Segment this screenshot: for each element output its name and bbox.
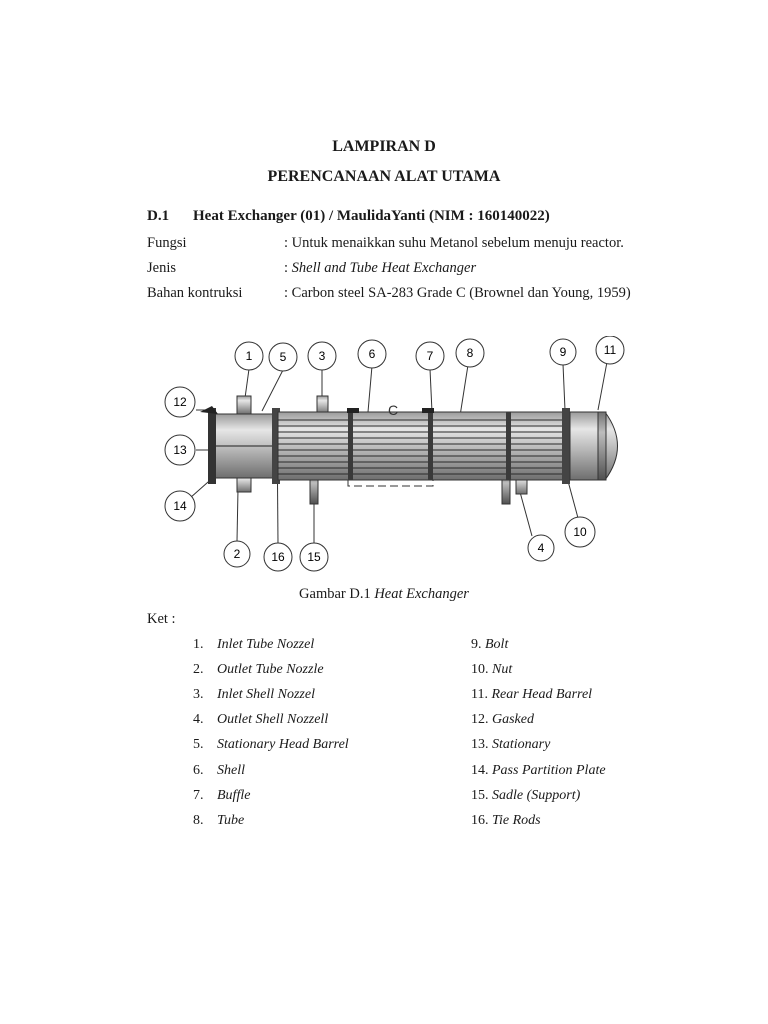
legend-item: 11. Rear Head Barrel xyxy=(471,687,593,702)
spec-value: : Untuk menaikkan suhu Metanol sebelum menuju reactor. xyxy=(284,235,624,251)
legend-item: 7. Buffle xyxy=(193,788,251,803)
page-subtitle: PERENCANAAN ALAT UTAMA xyxy=(267,168,501,185)
legend-item: 15. Sadle (Support) xyxy=(471,788,581,803)
legend-heading: Ket : xyxy=(147,611,176,627)
svg-text:16: 16 xyxy=(271,550,285,564)
caption-prefix: Gambar D.1 xyxy=(299,586,375,602)
svg-text:13: 13 xyxy=(173,443,187,457)
legend-item: 4. Outlet Shell Nozzell xyxy=(193,712,329,727)
stationary-flange xyxy=(208,408,216,484)
spec-label: Jenis xyxy=(147,260,176,276)
callout-9 xyxy=(550,339,576,365)
inline-letter: C xyxy=(388,402,399,418)
svg-text:6: 6 xyxy=(368,347,376,361)
legend-item: 2. Outlet Tube Nozzle xyxy=(193,662,324,677)
callout-6 xyxy=(358,340,386,368)
callout-16 xyxy=(264,543,292,571)
svg-text:7: 7 xyxy=(426,349,434,363)
legend-item: 14. Pass Partition Plate xyxy=(471,763,606,778)
svg-text:10: 10 xyxy=(573,525,587,539)
spec-label: Fungsi xyxy=(147,235,187,251)
legend-item: 5. Stationary Head Barrel xyxy=(193,737,349,752)
spec-row-jenis xyxy=(147,260,476,277)
spec-label: Bahan kontruksi xyxy=(147,285,243,301)
callout-12 xyxy=(165,387,195,417)
svg-text:3: 3 xyxy=(318,349,326,363)
svg-text:11: 11 xyxy=(603,343,617,357)
callout-11 xyxy=(596,336,624,364)
spec-row-fungsi xyxy=(147,235,624,252)
legend-item: 13. Stationary xyxy=(471,737,551,752)
callout-3 xyxy=(308,342,336,370)
rear-flange xyxy=(562,408,570,484)
legend-item: 10. Nut xyxy=(471,662,513,677)
svg-text:1: 1 xyxy=(245,349,253,363)
section-marker xyxy=(348,480,433,486)
rear-head-barrel xyxy=(570,412,618,480)
caption-italic: Heat Exchanger xyxy=(374,586,469,602)
section-heading xyxy=(147,208,550,225)
legend-item: 12. Gasked xyxy=(471,712,534,727)
svg-text:2: 2 xyxy=(233,547,241,561)
callout-2 xyxy=(224,541,250,567)
svg-text:4: 4 xyxy=(537,541,545,555)
legend-item: 1. Inlet Tube Nozzel xyxy=(193,637,315,652)
callout-4 xyxy=(528,535,554,561)
heat-exchanger-diagram xyxy=(160,336,640,576)
legend-item: 3. Inlet Shell Nozzel xyxy=(193,687,315,702)
spec-value: Shell and Tube Heat Exchanger xyxy=(291,260,477,276)
svg-text:12: 12 xyxy=(173,395,187,409)
svg-text:15: 15 xyxy=(307,550,321,564)
figure-caption xyxy=(0,586,768,603)
callout-1 xyxy=(235,342,263,370)
svg-text:8: 8 xyxy=(466,346,474,360)
callout-7 xyxy=(416,342,444,370)
inlet-shell-nozzle xyxy=(317,396,328,414)
spec-value-prefix: : xyxy=(284,260,292,276)
spec-row-bahan xyxy=(147,285,631,302)
inlet-tube-nozzle xyxy=(237,396,251,414)
callout-14 xyxy=(165,491,195,521)
legend-item: 8. Tube xyxy=(193,813,245,828)
legend-item: 6. Shell xyxy=(193,763,245,778)
legend-item: 16. Tie Rods xyxy=(471,813,541,828)
svg-text:14: 14 xyxy=(173,499,187,513)
callout-13 xyxy=(165,435,195,465)
section-title: Heat Exchanger (01) / MaulidaYanti (NIM : 160140022) xyxy=(193,208,550,224)
svg-text:9: 9 xyxy=(559,345,567,359)
callout-10 xyxy=(565,517,595,547)
svg-text:5: 5 xyxy=(279,350,287,364)
spec-value: : Carbon steel SA-283 Grade C (Brownel dan Young, 1959) xyxy=(284,285,631,301)
callout-8 xyxy=(456,339,484,367)
shell xyxy=(278,412,596,480)
rear-head-flange xyxy=(598,412,606,480)
section-number: D.1 xyxy=(147,208,170,224)
callout-5 xyxy=(269,343,297,371)
callout-15 xyxy=(300,543,328,571)
legend-item: 9. Bolt xyxy=(471,637,509,652)
page-title: LAMPIRAN D xyxy=(332,138,436,155)
